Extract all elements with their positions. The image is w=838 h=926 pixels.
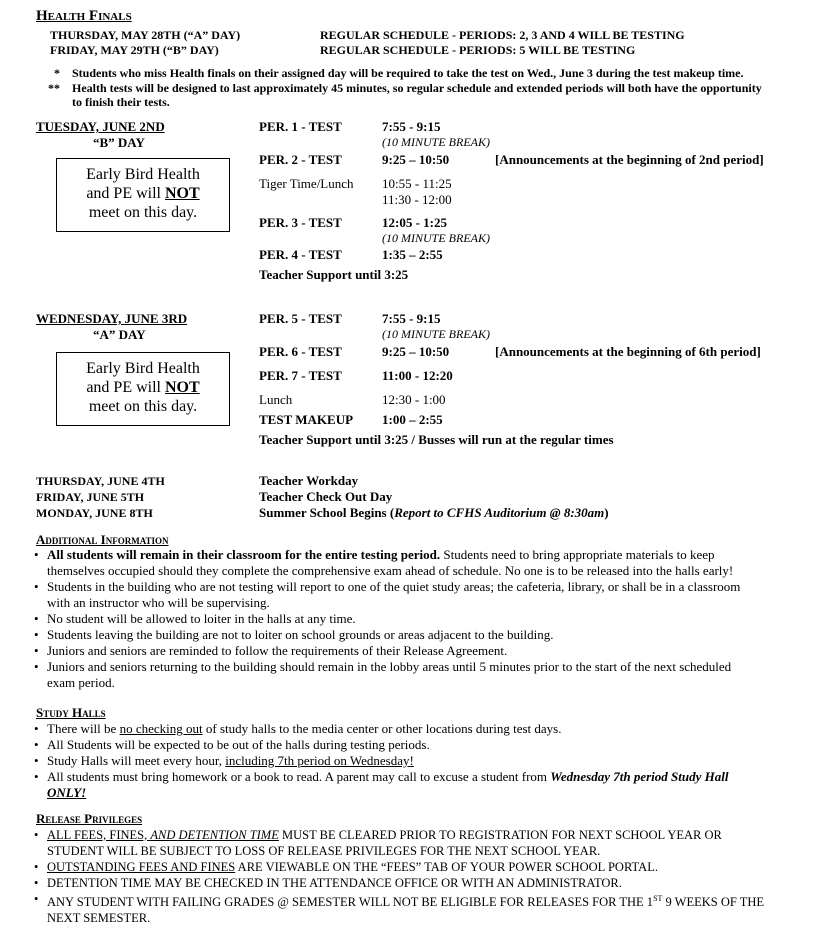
early-bird-line1: Early Bird Health [86, 166, 200, 183]
makeup-time: 1:00 – 2:55 [382, 412, 443, 427]
later-date-monday: MONDAY, JUNE 8TH [36, 506, 153, 520]
wednesday-day: “A” DAY [93, 327, 146, 342]
early-bird-line3: meet on this day. [88, 398, 198, 415]
release-privileges-heading: Release Privileges [36, 811, 143, 826]
health-thursday-note: REGULAR SCHEDULE - PERIODS: 2, 3 AND 4 WILL BE TESTING [320, 28, 685, 42]
lunch-label: Lunch [259, 392, 293, 407]
per7-time: 11:00 - 12:20 [382, 368, 453, 383]
later-date-thursday: THURSDAY, JUNE 4TH [36, 474, 165, 488]
tiger-time2: 11:30 - 12:00 [382, 192, 452, 207]
per6-time: 9:25 – 10:50 [382, 344, 450, 359]
early-bird-not: NOT [165, 185, 200, 202]
list-item: • All Students will be expected to be out of the halls during testing periods. [30, 737, 820, 753]
early-bird-line2: and PE will NOT [86, 185, 200, 202]
list-item: • All students will remain in their classroom for the entire testing period. Students need to bring appropriate materials to keep themselves occupied should they complete the comprehensive exam ahead of schedule. No one is to be released into the halls early! [30, 547, 820, 579]
list-item: • All students must bring homework or a book to read. A parent may call to excuse a student from Wednesday 7th period Study Hall ONLY! [30, 769, 820, 801]
early-bird-line2: and PE will NOT [86, 379, 200, 396]
later-event-monday: Summer School Begins (Report to CFHS Auditorium @ 8:30am) [259, 505, 609, 520]
study-halls-list [30, 721, 820, 801]
per2-note: [Announcements at the beginning of 2nd period] [495, 152, 764, 167]
list-item: • Study Halls will meet every hour, including 7th period on Wednesday! [30, 753, 820, 769]
tuesday-support: Teacher Support until 3:25 [259, 267, 409, 282]
health-friday-label: FRIDAY, MAY 29TH (“B” DAY) [50, 43, 219, 57]
list-item: • OUTSTANDING FEES AND FINES ARE VIEWABLE ON THE “FEES” TAB OF YOUR POWER SCHOOL PORTAL. [30, 859, 820, 875]
health-note2-line1: Health tests will be designed to last approximately 45 minutes, so regular schedule and extended periods will both have the opportunity [72, 81, 762, 95]
per1-label: PER. 1 - TEST [259, 119, 342, 134]
health-note2-line2: to finish their tests. [72, 95, 170, 109]
tuesday-date: TUESDAY, JUNE 2ND [36, 119, 165, 134]
health-note1: Students who miss Health finals on their assigned day will be required to take the test on Wed., June 3 during the test makeup time. [72, 66, 744, 80]
note2-marker: ** [48, 81, 60, 95]
tiger-time-label: Tiger Time/Lunch [259, 176, 354, 191]
per5-label: PER. 5 - TEST [259, 311, 342, 326]
makeup-label: TEST MAKEUP [259, 412, 354, 427]
per2-time: 9:25 – 10:50 [382, 152, 450, 167]
per1-time: 7:55 - 9:15 [382, 119, 441, 134]
later-event-friday: Teacher Check Out Day [259, 489, 393, 504]
additional-info-heading: Additional Information [36, 532, 169, 547]
per7-label: PER. 7 - TEST [259, 368, 342, 383]
list-item: • DETENTION TIME MAY BE CHECKED IN THE ATTENDANCE OFFICE OR WITH AN ADMINISTRATOR. [30, 875, 820, 891]
tuesday-day: “B” DAY [93, 135, 145, 150]
list-item: • ALL FEES, FINES, AND DETENTION TIME MUST BE CLEARED PRIOR TO REGISTRATION FOR NEXT SCHOOL YEAR OR STUDENT WILL BE SUBJECT TO LOSS OF RELEASE PRIVILEGES FOR THE NEXT SCHOOL YEAR. [30, 827, 820, 859]
wednesday-break1: (10 MINUTE BREAK) [382, 327, 490, 341]
list-item: • No student will be allowed to loiter in the halls at any time. [30, 611, 820, 627]
early-bird-not: NOT [165, 379, 200, 396]
study-halls-heading: Study Halls [36, 705, 106, 720]
list-item: • Juniors and seniors returning to the building should remain in the lobby areas until 5 minutes prior to the start of the next scheduled exam period. [30, 659, 820, 691]
list-item: • Juniors and seniors are reminded to follow the requirements of their Release Agreement. [30, 643, 820, 659]
release-privileges-list [30, 827, 820, 926]
tuesday-early-bird-box [56, 158, 230, 232]
per4-time: 1:35 – 2:55 [382, 247, 443, 262]
early-bird-line1: Early Bird Health [86, 360, 200, 377]
wednesday-support: Teacher Support until 3:25 / Busses will run at the regular times [259, 432, 614, 447]
health-finals-heading: Health Finals [36, 8, 132, 24]
note1-marker: * [54, 66, 60, 80]
tuesday-break2: (10 MINUTE BREAK) [382, 231, 490, 245]
per3-label: PER. 3 - TEST [259, 215, 342, 230]
wednesday-early-bird-box [56, 352, 230, 426]
list-item: • ANY STUDENT WITH FAILING GRADES @ SEMESTER WILL NOT BE ELIGIBLE FOR RELEASES FOR THE 1ST 9 WEEKS OF THE NEXT SEMESTER. [30, 891, 820, 926]
per4-label: PER. 4 - TEST [259, 247, 342, 262]
health-thursday-label: THURSDAY, MAY 28TH (“A” DAY) [50, 28, 241, 42]
tiger-time1: 10:55 - 11:25 [382, 176, 452, 191]
list-item: • Students in the building who are not testing will report to one of the quiet study areas; the cafeteria, library, or shall be in a classroom with an instructor who will be supervising. [30, 579, 820, 611]
wednesday-date: WEDNESDAY, JUNE 3RD [36, 311, 188, 326]
early-bird-line3: meet on this day. [88, 204, 198, 221]
per6-note: [Announcements at the beginning of 6th period] [495, 344, 761, 359]
later-event-thursday: Teacher Workday [259, 473, 359, 488]
per5-time: 7:55 - 9:15 [382, 311, 441, 326]
health-friday-note: REGULAR SCHEDULE - PERIODS: 5 WILL BE TESTING [320, 43, 636, 57]
per6-label: PER. 6 - TEST [259, 344, 342, 359]
lunch-time: 12:30 - 1:00 [382, 392, 446, 407]
per2-label: PER. 2 - TEST [259, 152, 342, 167]
list-item: • There will be no checking out of study halls to the media center or other locations during test days. [30, 721, 820, 737]
per3-time: 12:05 - 1:25 [382, 215, 447, 230]
tuesday-break1: (10 MINUTE BREAK) [382, 135, 490, 149]
list-item: • Students leaving the building are not to loiter on school grounds or areas adjacent to the building. [30, 627, 820, 643]
additional-info-list [30, 547, 820, 691]
later-date-friday: FRIDAY, JUNE 5TH [36, 490, 145, 504]
